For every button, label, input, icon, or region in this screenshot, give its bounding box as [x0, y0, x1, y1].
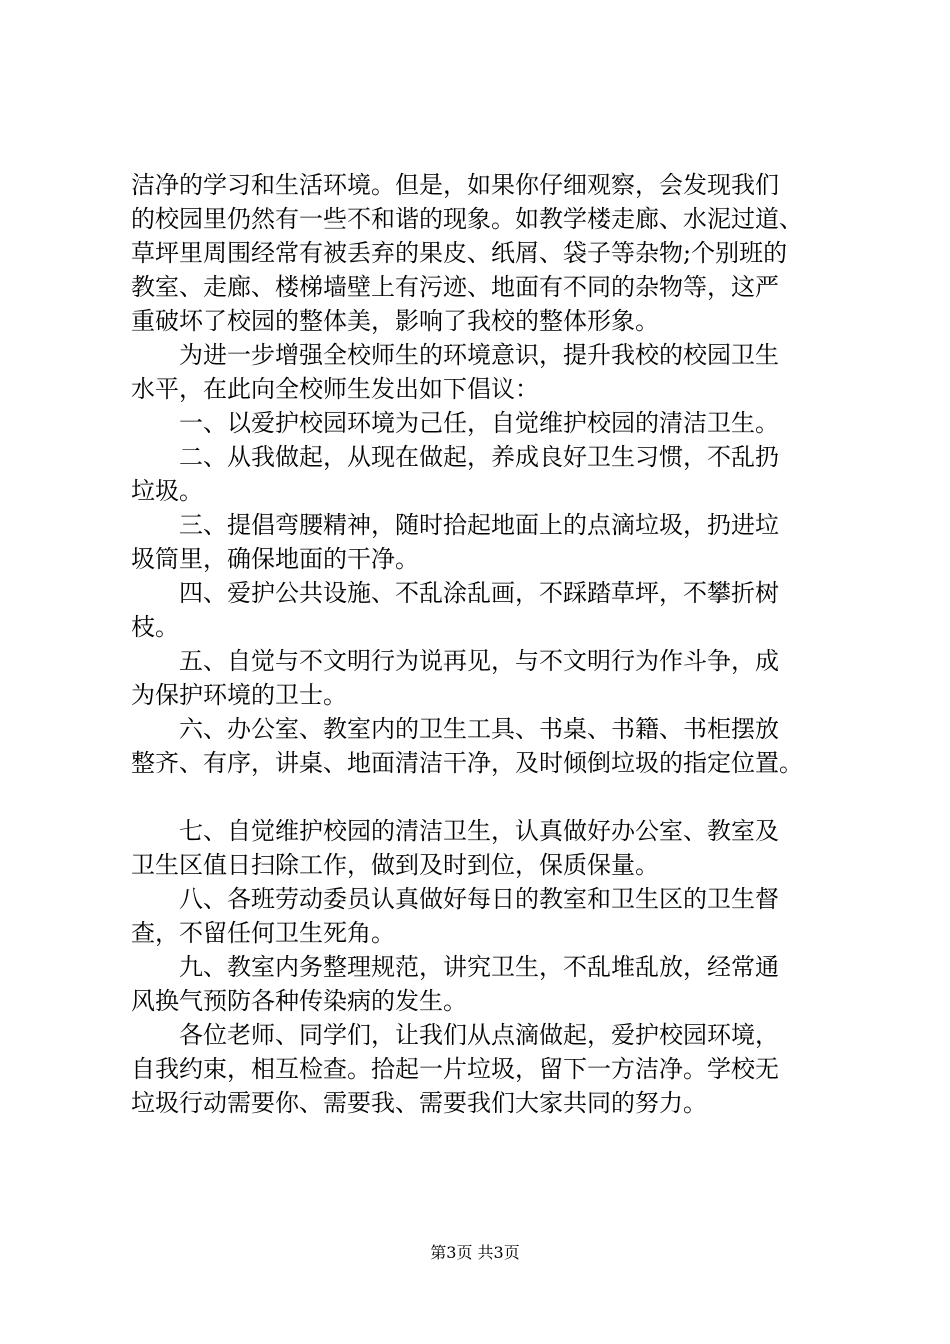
text-line: 五、自觉与不文明行为说再见，与不文明行为作斗争，成	[179, 647, 779, 675]
text-line: 二、从我做起，从现在做起，养成良好卫生习惯，不乱扔	[179, 443, 779, 471]
text-line: 的校园里仍然有一些不和谐的现象。如教学楼走廊、水泥过道、	[131, 205, 803, 233]
text-line: 九、教室内务整理规范，讲究卫生，不乱堆乱放，经常通	[179, 953, 779, 981]
text-line: 各位老师、同学们，让我们从点滴做起，爱护校园环境，	[179, 1021, 779, 1049]
text-line: 卫生区值日扫除工作，做到及时到位，保质保量。	[131, 851, 659, 879]
text-line: 查，不留任何卫生死角。	[131, 919, 395, 947]
page-footer: 第3页 共3页	[430, 1243, 520, 1262]
text-line: 八、各班劳动委员认真做好每日的教室和卫生区的卫生督	[179, 885, 779, 913]
text-line: 重破坏了校园的整体美，影响了我校的整体形象。	[131, 307, 659, 335]
text-line: 自我约束，相互检查。拾起一片垃圾，留下一方洁净。学校无	[131, 1055, 779, 1083]
text-line: 一、以爱护校园环境为己任，自觉维护校园的清洁卫生。	[179, 409, 779, 437]
text-line: 水平，在此向全校师生发出如下倡议：	[131, 375, 539, 403]
text-line: 为保护环境的卫士。	[131, 681, 347, 709]
text-line: 风换气预防各种传染病的发生。	[131, 987, 467, 1015]
text-line: 圾筒里，确保地面的干净。	[131, 545, 419, 573]
text-line: 枝。	[131, 613, 179, 641]
text-line: 三、提倡弯腰精神，随时拾起地面上的点滴垃圾，扔进垃	[179, 511, 779, 539]
text-line: 六、办公室、教室内的卫生工具、书桌、书籍、书柜摆放	[179, 715, 779, 743]
document-body	[131, 168, 831, 1120]
text-line: 草坪里周围经常有被丢弃的果皮、纸屑、袋子等杂物;个别班的	[131, 239, 788, 267]
blank-line	[131, 780, 831, 814]
text-line: 为进一步增强全校师生的环境意识，提升我校的校园卫生	[179, 341, 779, 369]
text-line: 教室、走廊、楼梯墙壁上有污迹、地面有不同的杂物等，这严	[131, 273, 779, 301]
text-line: 整齐、有序，讲桌、地面清洁干净，及时倾倒垃圾的指定位置。	[131, 749, 803, 777]
text-line: 四、爱护公共设施、不乱涂乱画，不踩踏草坪，不攀折树	[179, 579, 779, 607]
text-line: 七、自觉维护校园的清洁卫生，认真做好办公室、教室及	[179, 817, 779, 845]
text-line: 垃圾。	[131, 477, 203, 505]
text-line: 洁净的学习和生活环境。但是，如果你仔细观察，会发现我们	[131, 171, 779, 199]
text-line: 垃圾行动需要你、需要我、需要我们大家共同的努力。	[131, 1089, 707, 1117]
